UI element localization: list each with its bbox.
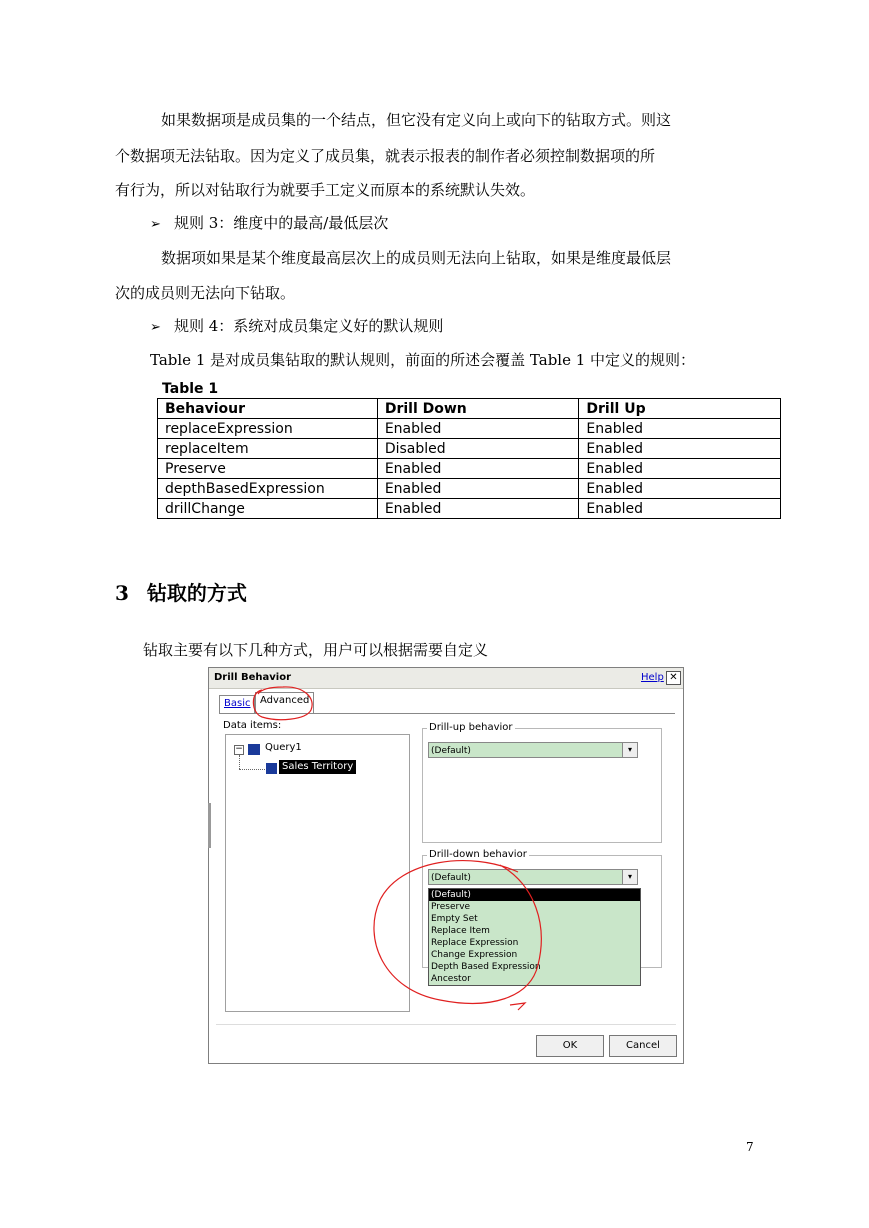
drill-down-label: Drill-down behavior <box>429 849 527 860</box>
table-cell: Enabled <box>579 419 781 439</box>
intro-text: 钻取主要有以下几种方式，用户可以根据需要自定义 <box>143 641 489 659</box>
table-cell: Disabled <box>377 439 579 459</box>
ok-button[interactable]: OK <box>536 1035 604 1057</box>
paragraph-1-line-1: 如果数据项是成员集的一个结点，但它没有定义向上或向下的钻取方式。则这 <box>161 111 672 129</box>
paragraph-1-line-2: 个数据项无法钻取。因为定义了成员集，就表示报表的制作者必须控制数据项的所 <box>115 147 656 165</box>
rule-4-text: 规则 4：系统对成员集定义好的默认规则 <box>174 317 444 335</box>
list-item[interactable]: (Default) <box>429 889 640 901</box>
header-drill-down: Drill Down <box>377 399 579 419</box>
data-items-label: Data items: <box>223 720 282 731</box>
list-item[interactable]: Ancestor <box>431 974 471 984</box>
annotation-circle-advanced <box>253 687 312 720</box>
tab-basic[interactable]: Basic <box>219 695 255 714</box>
table-cell: Enabled <box>377 419 579 439</box>
paragraph-3: Table 1 是对成员集钻取的默认规则，前面的所述会覆盖 Table 1 中定义的规则： <box>150 351 696 369</box>
help-link[interactable]: Help <box>641 672 664 683</box>
arrow-bullet-icon: ➢ <box>150 217 161 232</box>
drill-up-label: Drill-up behavior <box>429 722 513 733</box>
header-drill-up: Drill Up <box>579 399 781 419</box>
list-item[interactable]: Replace Expression <box>431 938 519 948</box>
arrow-bullet-icon: ➢ <box>150 320 161 335</box>
paragraph-2-line-1: 数据项如果是某个维度最高层次上的成员则无法向上钻取，如果是维度最低层 <box>161 249 672 267</box>
table-caption: Table 1 <box>162 381 219 397</box>
list-item[interactable]: Replace Item <box>431 926 490 936</box>
list-item[interactable]: Empty Set <box>431 914 478 924</box>
table-cell: Enabled <box>579 459 781 479</box>
paragraph-1-line-3: 有行为，所以对钻取行为就要手工定义而原本的系统默认失效。 <box>115 181 536 199</box>
table-cell: Enabled <box>377 499 579 519</box>
header-behaviour: Behaviour <box>158 399 378 419</box>
section-number: 3 <box>115 581 129 605</box>
page-number: 7 <box>746 1140 754 1154</box>
table-cell: depthBasedExpression <box>158 479 378 499</box>
collapse-icon[interactable]: − <box>235 744 243 754</box>
table-cell: Enabled <box>377 459 579 479</box>
cancel-button[interactable]: Cancel <box>609 1035 677 1057</box>
drill-down-value: (Default) <box>431 873 471 883</box>
section-title: 钻取的方式 <box>146 581 247 605</box>
table-cell: replaceItem <box>158 439 378 459</box>
table-cell: Enabled <box>579 479 781 499</box>
table-cell: Enabled <box>377 479 579 499</box>
list-item[interactable]: Preserve <box>431 902 471 912</box>
table-cell: Enabled <box>579 439 781 459</box>
table-cell: drillChange <box>158 499 378 519</box>
tree-item-query1[interactable]: Query1 <box>265 742 302 753</box>
list-item[interactable]: Change Expression <box>431 950 518 960</box>
chevron-down-icon[interactable]: ▾ <box>622 743 637 757</box>
list-item[interactable]: Depth Based Expression <box>431 962 541 972</box>
rule-3-text: 规则 3：维度中的最高/最低层次 <box>174 214 389 232</box>
dialog-title: Drill Behavior <box>214 672 292 683</box>
paragraph-2-line-2: 次的成员则无法向下钻取。 <box>115 284 296 302</box>
annotation-circle-options <box>374 861 541 1010</box>
tab-advanced[interactable]: Advanced <box>255 692 314 713</box>
table-cell: Enabled <box>579 499 781 519</box>
chevron-down-icon[interactable]: ▾ <box>622 870 637 884</box>
table-cell: Preserve <box>158 459 378 479</box>
table-cell: replaceExpression <box>158 419 378 439</box>
close-icon[interactable]: ✕ <box>666 671 681 685</box>
drill-up-value: (Default) <box>431 746 471 756</box>
tree-item-sales-territory[interactable]: Sales Territory <box>279 760 356 774</box>
